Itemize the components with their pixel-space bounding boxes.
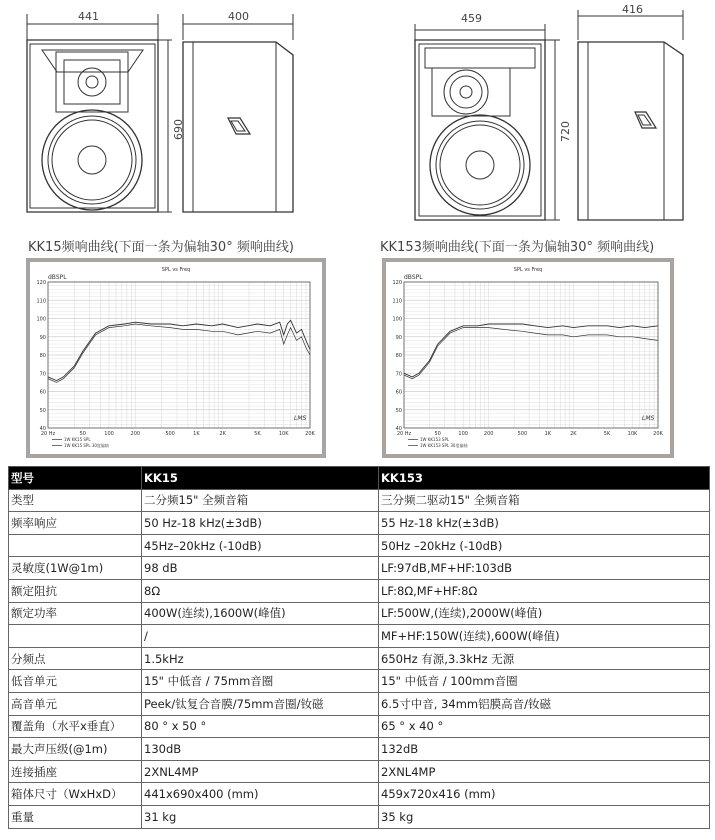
kk153-value: 50Hz –20kHz (-10dB) — [379, 534, 710, 557]
spec-label: 重量 — [9, 805, 142, 828]
x-tick-label: 100 — [104, 431, 114, 437]
x-tick-label: 50 — [434, 431, 441, 437]
spec-label: 额定阻抗 — [9, 579, 142, 602]
kk15-value: 400W(连续),1600W(峰值) — [142, 602, 379, 625]
x-tick-label: 20K — [653, 431, 663, 437]
kk153-value: 6.5寸中音, 34mm铝膜高音/钕磁 — [379, 692, 710, 715]
spec-label: 高音单元 — [9, 692, 142, 715]
x-tick-label: 20K — [305, 431, 315, 437]
kk15-frequency-response-chart — [26, 258, 326, 458]
table-row — [9, 805, 710, 828]
speaker-drawings — [0, 0, 715, 232]
spec-label: 低音单元 — [9, 670, 142, 693]
kk15-value: / — [142, 625, 379, 648]
table-row — [9, 783, 710, 806]
table-row — [9, 489, 710, 512]
lms-logo: LMS — [642, 415, 655, 422]
spec-label: 箱体尺寸（WxHxD） — [9, 783, 142, 806]
y-tick-label: 50 — [39, 407, 46, 414]
y-tick-label: 70 — [395, 371, 402, 378]
graph-panel — [30, 262, 322, 454]
table-row — [9, 602, 710, 625]
x-tick-label: 2K — [570, 431, 577, 437]
kk153-value: 55 Hz-18 kHz(±3dB) — [379, 512, 710, 535]
y-tick-label: 120 — [392, 280, 402, 286]
spec-label: 最大声压级(@1m) — [9, 738, 142, 761]
x-tick-label: 1K — [544, 431, 552, 437]
kk15-value: 2XNL4MP — [142, 760, 379, 783]
table-row — [9, 647, 710, 670]
table-row — [9, 670, 710, 693]
y-tick-label: 80 — [39, 353, 46, 359]
x-tick-label: 500 — [517, 431, 528, 437]
x-tick-label: 10K — [278, 431, 289, 437]
kk15-value: 8Ω — [142, 579, 379, 602]
graph-title: SPL vs Freq — [513, 267, 543, 273]
kk153-value: LF:97dB,MF+HF:103dB — [379, 557, 710, 580]
kk15-width-label: 441 — [78, 10, 99, 23]
kk153-value: MF+HF:150W(连续),600W(峰值) — [379, 625, 710, 648]
kk15-value: 80 ° x 50 ° — [142, 715, 379, 738]
header-model: 型号 — [9, 467, 142, 490]
table-row — [9, 557, 710, 580]
kk153-value: LF:500W,(连续),2000W(峰值) — [379, 602, 710, 625]
x-tick-label: 50 — [79, 431, 86, 437]
y-tick-label: 100 — [36, 316, 46, 323]
kk15-front-view — [27, 14, 172, 212]
y-tick-label: 90 — [39, 334, 46, 341]
kk15-side-view — [183, 14, 293, 212]
table-row — [9, 625, 710, 648]
kk15-value: 15" 中低音 / 75mm音圈 — [142, 670, 379, 693]
table-row — [9, 692, 710, 715]
graph-panel — [386, 262, 670, 454]
legend-entry: 1W KK153 SPL — [420, 437, 450, 442]
kk153-height-label: 720 — [559, 121, 572, 142]
kk15-value: 50 Hz-18 kHz(±3dB) — [142, 512, 379, 535]
y-tick-label: 60 — [395, 389, 402, 396]
kk15-value: 31 kg — [142, 805, 379, 828]
y-tick-label: 60 — [39, 389, 46, 396]
kk153-front-view — [415, 24, 560, 220]
table-row — [9, 579, 710, 602]
x-tick-label: 200 — [130, 431, 141, 437]
spec-label: 覆盖角（水平x垂直） — [9, 715, 142, 738]
spec-label: 分频点 — [9, 647, 142, 670]
y-unit-label: dBSPL — [404, 274, 423, 281]
y-tick-label: 110 — [392, 298, 402, 305]
x-tick-label: 200 — [483, 431, 494, 437]
spec-label: 频率响应 — [9, 512, 142, 535]
kk15-value: Peek/钛复合音膜/75mm音圈/钕磁 — [142, 692, 379, 715]
spec-table — [8, 466, 710, 829]
kk15-value: 130dB — [142, 738, 379, 761]
spec-label: 额定功率 — [9, 602, 142, 625]
kk153-value: LF:8Ω,MF+HF:8Ω — [379, 579, 710, 602]
legend-entry: 1W KK153 SPL 30度偏轴 — [420, 443, 468, 448]
kk153-value: 65 ° x 40 ° — [379, 715, 710, 738]
spec-label: 类型 — [9, 489, 142, 512]
y-tick-label: 70 — [39, 371, 46, 378]
kk15-value: 二分频15" 全频音箱 — [142, 489, 379, 512]
kk15-value: 1.5kHz — [142, 647, 379, 670]
kk153-value: 132dB — [379, 738, 710, 761]
kk153-depth-label: 416 — [622, 3, 643, 16]
spec-label — [9, 625, 142, 648]
kk15-value: 45Hz–20kHz (-10dB) — [142, 534, 379, 557]
x-tick-label: 20 Hz — [396, 431, 412, 437]
kk153-value: 2XNL4MP — [379, 760, 710, 783]
kk153-frequency-response-chart — [382, 258, 674, 458]
spec-table-header-row — [9, 467, 710, 490]
x-tick-label: 500 — [165, 431, 175, 437]
y-tick-label: 40 — [395, 426, 402, 432]
kk15-value: 98 dB — [142, 557, 379, 580]
x-tick-label: 5K — [603, 431, 611, 437]
table-row — [9, 715, 710, 738]
y-tick-label: 50 — [395, 407, 402, 414]
y-tick-label: 120 — [36, 280, 46, 286]
kk15-height-label: 690 — [172, 119, 185, 140]
kk153-value: 15" 中低音 / 100mm音圈 — [379, 670, 710, 693]
kk153-side-view — [578, 10, 683, 220]
spec-label: 灵敏度(1W@1m) — [9, 557, 142, 580]
kk15-value: 441x690x400 (mm) — [142, 783, 379, 806]
y-tick-label: 40 — [39, 426, 46, 432]
header-kk153: KK153 — [379, 467, 710, 490]
kk153-width-label: 459 — [461, 12, 482, 25]
legend-entry: 1W KK15 SPL — [64, 437, 91, 442]
kk153-value: 三分频二驱动15" 全频音箱 — [379, 489, 710, 512]
y-unit-label: dBSPL — [48, 274, 67, 281]
y-tick-label: 110 — [36, 298, 46, 305]
lms-logo: LMS — [294, 415, 307, 422]
header-kk15: KK15 — [142, 467, 379, 490]
x-tick-label: 5K — [254, 431, 261, 437]
kk15-graph-caption: KK15频响曲线(下面一条为偏轴30° 频响曲线) — [28, 240, 294, 255]
kk153-value: 650Hz 有源,3.3kHz 无源 — [379, 647, 710, 670]
kk153-graph-caption: KK153频响曲线(下面一条为偏轴30° 频响曲线) — [380, 240, 655, 255]
table-row — [9, 738, 710, 761]
y-tick-label: 90 — [395, 334, 402, 341]
y-tick-label: 100 — [392, 316, 402, 323]
x-tick-label: 1K — [193, 431, 200, 437]
table-row — [9, 534, 710, 557]
table-row — [9, 760, 710, 783]
graph-title: SPL vs Freq — [161, 267, 191, 273]
x-tick-label: 100 — [458, 431, 468, 437]
spec-label: 连接插座 — [9, 760, 142, 783]
y-tick-label: 80 — [395, 353, 402, 359]
legend-entry: 1W KK15 SPL 30度偏轴 — [64, 443, 109, 448]
table-row — [9, 512, 710, 535]
kk153-value: 35 kg — [379, 805, 710, 828]
x-tick-label: 20 Hz — [40, 431, 56, 437]
x-tick-label: 2K — [219, 431, 226, 437]
kk15-depth-label: 400 — [228, 10, 249, 23]
spec-label — [9, 534, 142, 557]
kk153-value: 459x720x416 (mm) — [379, 783, 710, 806]
x-tick-label: 10K — [627, 431, 638, 437]
